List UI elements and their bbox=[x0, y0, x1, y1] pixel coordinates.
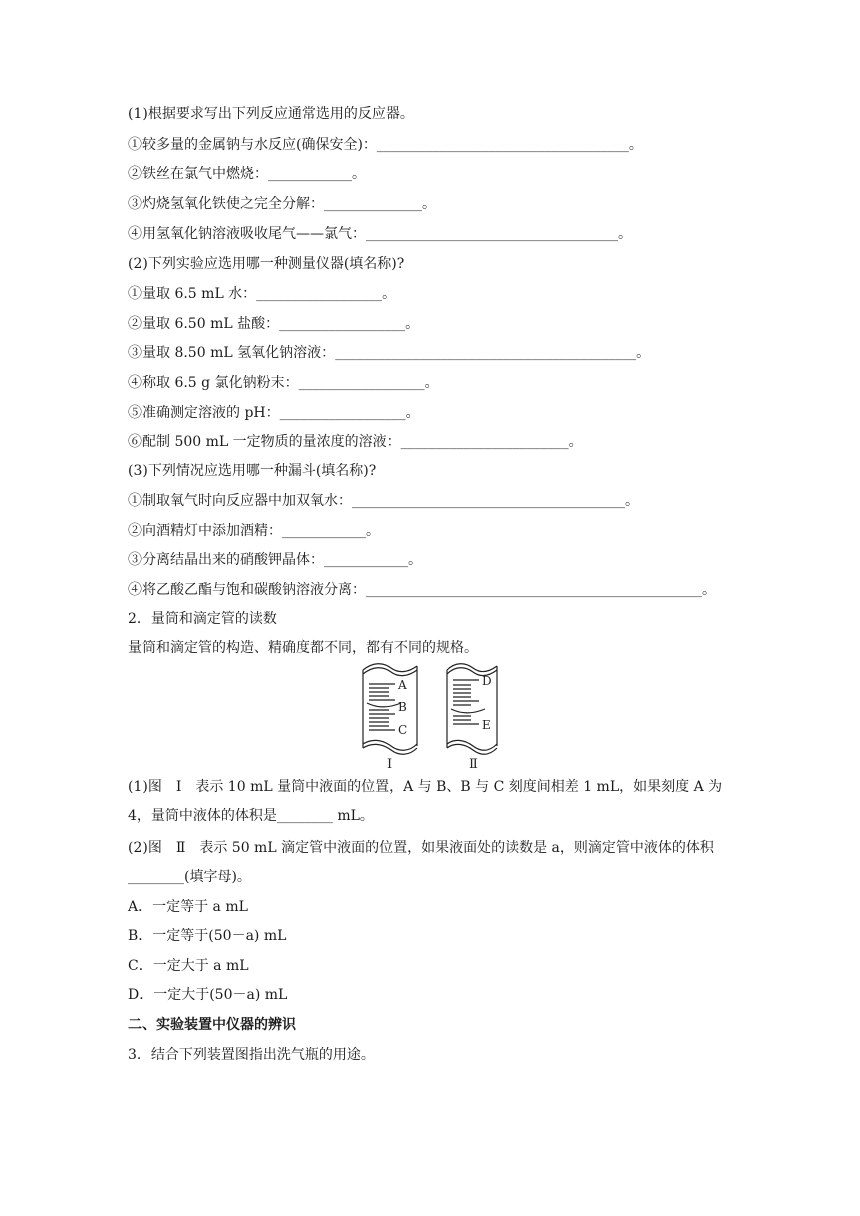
question-3-intro: (3)下列情况应选用哪一种漏斗(填名称)? bbox=[128, 463, 377, 479]
option-B: B．一定等于(50－a) mL bbox=[128, 928, 287, 944]
reading-question-2-line-2: ________(填字母)。 bbox=[128, 869, 251, 885]
question-3-item-2: ②向酒精灯中添加酒精：____________。 bbox=[128, 523, 380, 539]
question-1-item-3: ③灼烧氢氧化铁使之完全分解：______________。 bbox=[128, 196, 436, 212]
reading-question-2-line-1: (2)图 Ⅱ 表示 50 mL 滴定管中液面的位置，如果液面处的读数是 a，则滴定管中液体的体积 bbox=[128, 840, 714, 856]
reading-question-1-line-2: 4，量筒中液体的体积是________ mL。 bbox=[128, 808, 374, 824]
question-2-item-4: ④称取 6.5 g 氯化钠粉末：__________________。 bbox=[128, 375, 439, 391]
question-2-item-2: ②量取 6.50 mL 盐酸：__________________。 bbox=[128, 316, 420, 332]
option-D: D．一定大于(50－a) mL bbox=[128, 987, 288, 1003]
question-2-item-3: ③量取 8.50 mL 氢氧化钠溶液：___________________________________________。 bbox=[128, 345, 651, 361]
mark-D: D bbox=[482, 674, 492, 688]
question-3-line: 3．结合下列装置图指出洗气瓶的用途。 bbox=[128, 1047, 375, 1063]
mark-B: B bbox=[398, 700, 407, 714]
reading-question-1-line-1: (1)图 Ⅰ 表示 10 mL 量筒中液面的位置，A 与 B、B 与 C 刻度间相差 1 mL，如果刻度 A 为 bbox=[128, 779, 723, 795]
question-2-item-1: ①量取 6.5 mL 水：__________________。 bbox=[128, 286, 397, 302]
mark-A: A bbox=[398, 678, 407, 692]
figure-label-II: Ⅱ bbox=[469, 757, 478, 772]
question-1-item-1: ①较多量的金属钠与水反应(确保安全)：____________________________________。 bbox=[128, 137, 643, 153]
question-1-intro: (1)根据要求写出下列反应通常选用的反应器。 bbox=[128, 106, 414, 122]
question-2-item-6: ⑥配制 500 mL 一定物质的量浓度的溶液：________________________。 bbox=[128, 434, 583, 450]
question-3-item-1: ①制取氧气时向反应器中加双氧水：_______________________________________。 bbox=[128, 493, 639, 509]
section-title: 二、实验装置中仪器的辨识 bbox=[128, 1017, 296, 1033]
option-C: C．一定大于 a mL bbox=[128, 958, 249, 974]
option-A: A．一定等于 a mL bbox=[128, 899, 248, 915]
question-1-item-2: ②铁丝在氯气中燃烧：____________。 bbox=[128, 166, 366, 182]
section-2-description: 量筒和滴定管的构造、精确度都不同，都有不同的规格。 bbox=[128, 640, 478, 656]
section-2-heading: 2．量筒和滴定管的读数 bbox=[128, 611, 277, 627]
question-1-item-4: ④用氢氧化钠溶液吸收尾气——氯气：____________________________________。 bbox=[128, 226, 632, 242]
question-2-item-5: ⑤准确测定溶液的 pH：__________________。 bbox=[128, 405, 420, 421]
question-3-item-3: ③分离结晶出来的硝酸钾晶体：____________。 bbox=[128, 552, 422, 568]
graduated-cylinder-diagram bbox=[363, 664, 417, 755]
question-2-intro: (2)下列实验应选用哪一种测量仪器(填名称)? bbox=[128, 256, 405, 272]
figure-label-I: Ⅰ bbox=[387, 757, 393, 772]
question-3-item-4: ④将乙酸乙酯与饱和碳酸钠溶液分离：________________________________________________。 bbox=[128, 582, 716, 598]
mark-C: C bbox=[398, 723, 408, 737]
mark-E: E bbox=[482, 718, 491, 732]
cylinder-burette-figure bbox=[355, 660, 515, 772]
